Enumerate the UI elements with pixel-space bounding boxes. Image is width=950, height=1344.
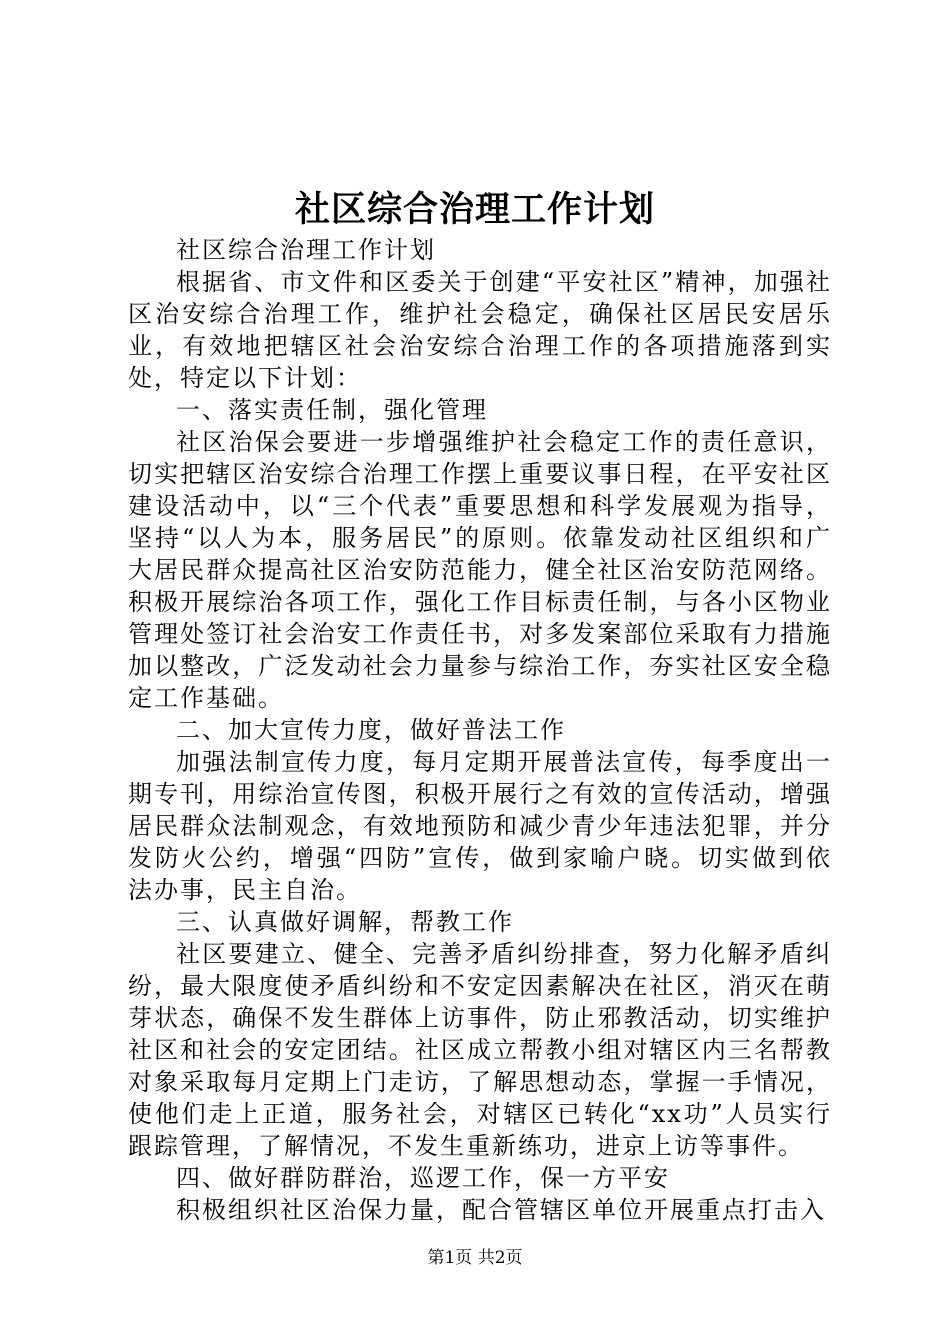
section-heading-3: 三、认真做好调解，帮教工作: [176, 908, 514, 936]
section-heading-2: 二、加大宣传力度，做好普法工作: [176, 716, 566, 744]
page-footer: 第1页 共2页: [427, 1248, 523, 1268]
document-title: 社区综合治理工作计划: [294, 190, 655, 230]
paragraph-intro: 根据省、市文件和区委关于创建“平安社区”精神，加强社区治安综合治理工作，维护社会稳定，确保社区居民安居乐业，有效地把辖区社会治安综合治理工作的各项措施落到实处，特定以下计划：: [128, 268, 832, 392]
paragraph-section-2: 加强法制宣传力度，每月定期开展普法宣传，每季度出一期专刊，用综治宣传图，积极开展行之有效的宣传活动，增强居民群众法制观念，有效地预防和减少青少年违法犯罪，并分发防火公约，增强“四防”宣传，做到家喻户晓。切实做到依法办事，民主自治。: [128, 748, 832, 904]
section-heading-4: 四、做好群防群治，巡逻工作，保一方平安: [176, 1164, 670, 1192]
paragraph-section-4: 积极组织社区治保力量，配合管辖区单位开展重点打击入: [176, 1196, 826, 1224]
section-heading-1: 一、落实责任制，强化管理: [176, 396, 488, 424]
paragraph-section-1: 社区治保会要进一步增强维护社会稳定工作的责任意识，切实把辖区治安综合治理工作摆上重要议事日程，在平安社区建设活动中，以“三个代表”重要思想和科学发展观为指导，坚持“以人为本，服务居民”的原则。依靠发动社区组织和广大居民群众提高社区治安防范能力，健全社区治安防范网络。积极开展综治各项工作，强化工作目标责任制，与各小区物业管理处签订社会治安工作责任书，对多发案部位采取有力措施加以整改，广泛发动社会力量参与综治工作，夯实社区安全稳定工作基础。: [128, 428, 832, 712]
document-body: [128, 234, 832, 1226]
paragraph-subtitle: 社区综合治理工作计划: [176, 236, 436, 264]
paragraph-section-3: 社区要建立、健全、完善矛盾纠纷排查，努力化解矛盾纠纷，最大限度使矛盾纠纷和不安定因素解决在社区，消灭在萌芽状态，确保不发生群体上访事件，防止邪教活动，切实维护社区和社会的安定团结。社区成立帮教小组对辖区内三名帮教对象采取每月定期上门走访，了解思想动态，掌握一手情况，使他们走上正道，服务社会，对辖区已转化“xx功”人员实行跟踪管理，了解情况，不发生重新练功，进京上访等事件。: [128, 940, 832, 1160]
